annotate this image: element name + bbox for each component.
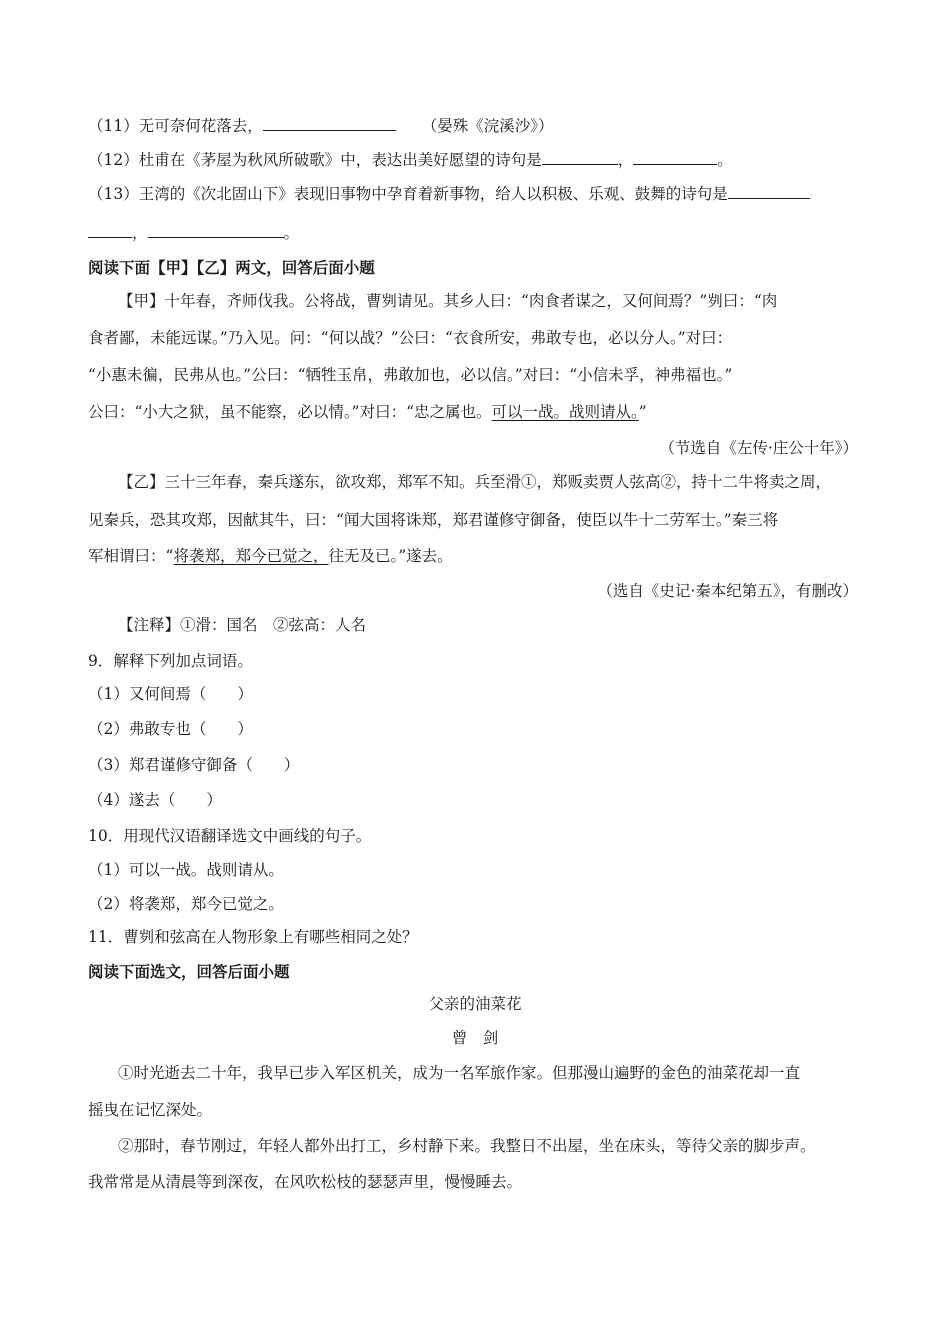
answer-blank[interactable] [148, 222, 284, 238]
yi-line-3: 军相谓曰：“将袭郑，郑今已觉之，往无及已。”遂去。 [88, 547, 453, 565]
question-13: （13）王湾的《次北固山下》表现旧事物中孕育着新事物，给人以积极、乐观、鼓舞的诗句是 [88, 183, 810, 205]
yi-line-2: 见秦兵，恐其攻郑，因献其牛，曰：“闻大国将诛郑，郑君谨修守御备，使臣以牛十二劳军士。”秦三将 [88, 511, 779, 529]
essay-paragraph-2: ②那时，春节刚过，年轻人都外出打工，乡村静下来。我整日不出屋，坐在床头，等待父亲的脚步声。 [118, 1137, 816, 1155]
answer-blank[interactable] [263, 115, 396, 131]
essay-author: 曾 剑 [451, 1029, 499, 1047]
jia-line-1: 【甲】十年春，齐师伐我。公将战，曹刿请见。其乡人曰：“肉食者谋之，又何间焉？”刿曰：“肉 [118, 292, 778, 310]
question-10-item: （1）可以一战。战则请从。 [88, 861, 284, 879]
question-13-continued: ， 。 [88, 222, 299, 244]
underlined-sentence: 可以一战。战则请从。 [491, 403, 639, 421]
question-11: （11）无可奈何花落去， （晏殊《浣溪沙》） [88, 117, 554, 135]
essay-title: 父亲的油菜花 [428, 995, 522, 1013]
question-10-title: 10．用现代汉语翻译选文中画线的句子。 [88, 827, 372, 845]
question-9-item: （1）又何间焉（ ） [88, 685, 253, 703]
section-heading: 阅读下面选文，回答后面小题 [88, 963, 290, 981]
essay-paragraph-1-cont: 摇曳在记忆深处。 [88, 1101, 213, 1119]
jia-line-3: “小惠未徧，民弗从也。”公曰：“牺牲玉帛，弗敢加也，必以信。”对曰：“小信未孚，神弗福也。” [88, 366, 733, 384]
question-9-title: 9．解释下列加点词语。 [88, 652, 253, 670]
question-9-item: （2）弗敢专也（ ） [88, 720, 253, 738]
section-heading: 阅读下面【甲】【乙】两文，回答后面小题 [88, 259, 375, 277]
question-9-item: （4）遂去（ ） [88, 791, 222, 809]
jia-line-4: 公曰：“小大之狱，虽不能察，必以情。”对曰：“忠之属也。可以一战。战则请从。” [88, 403, 647, 421]
answer-blank[interactable] [542, 149, 618, 165]
essay-paragraph-1: ①时光逝去二十年，我早已步入军区机关，成为一名军旅作家。但那漫山遍野的金色的油菜花却一直 [118, 1064, 801, 1082]
essay-paragraph-2-cont: 我常常是从清晨等到深夜，在风吹松枝的瑟瑟声里，慢慢睡去。 [88, 1173, 523, 1191]
yi-line-1: 【乙】三十三年春，秦兵遂东，欲攻郑，郑军不知。兵至滑①，郑贩卖贾人弦高②，持十二牛将卖之周， [118, 473, 832, 491]
answer-blank[interactable] [728, 183, 810, 199]
jia-line-2: 食者鄙，未能远谋。”乃入见。问：“何以战？”公曰：“衣食所安，弗敢专也，必以分人。”对曰： [88, 329, 733, 347]
answer-blank[interactable] [633, 149, 717, 165]
question-9-item: （3）郑君谨修守御备（ ） [88, 756, 300, 774]
question-12: （12）杜甫在《茅屋为秋风所破歌》中，表达出美好愿望的诗句是 ， 。 [88, 151, 733, 169]
yi-source: （选自《史记·秦本纪第五》，有删改） [597, 582, 858, 600]
jia-source: （节选自《左传·庄公十年》） [659, 439, 858, 457]
question-11b: 11．曹刿和弦高在人物形象上有哪些相同之处？ [88, 928, 418, 946]
annotation-note: 【注释】①滑：国名 ②弦高：人名 [118, 616, 367, 634]
answer-blank[interactable] [88, 222, 132, 238]
question-10-item: （2）将袭郑，郑今已觉之。 [88, 895, 284, 913]
underlined-sentence: 将袭郑，郑今已觉之， [173, 547, 329, 565]
